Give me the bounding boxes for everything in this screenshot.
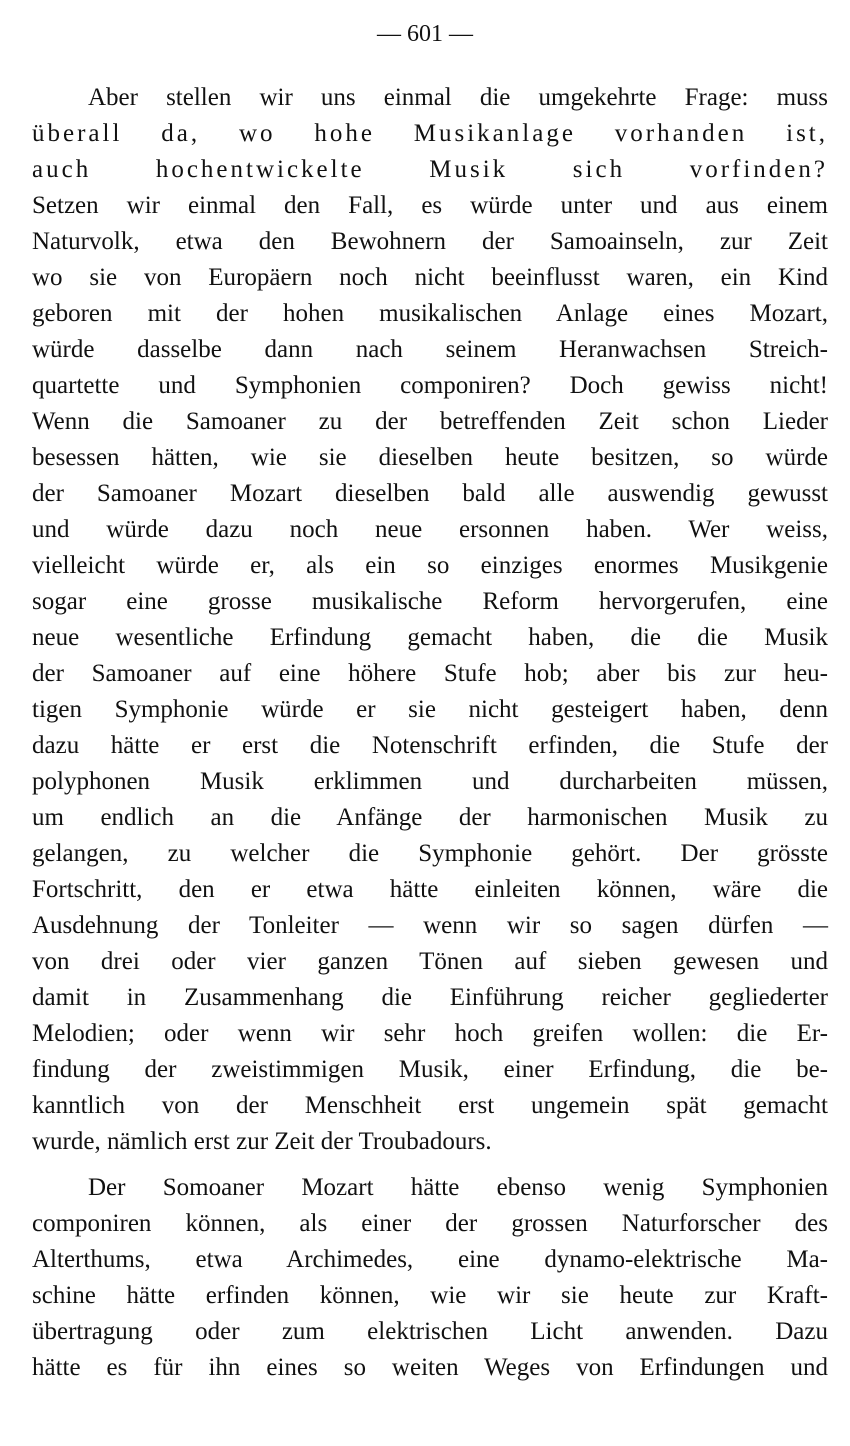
text-line: tigen Symphonie würde er sie nicht gesteigert haben, denn xyxy=(32,696,828,723)
text-line: findung der zweistimmigen Musik, einer Erfindung, die be- xyxy=(32,1056,828,1083)
text-line: Ausdehnung der Tonleiter — wenn wir so sagen dürfen — xyxy=(32,912,828,939)
text-line: Fortschritt, den er etwa hätte einleiten können, wäre die xyxy=(32,876,828,903)
text-line: Aber stellen wir uns einmal die umgekehrte Frage: muss xyxy=(88,84,828,111)
text-line: Setzen wir einmal den Fall, es würde unter und aus einem xyxy=(32,192,828,219)
text-line: componiren können, als einer der grossen Naturforscher des xyxy=(32,1210,828,1237)
text-line: vielleicht würde er, als ein so einziges enormes Musikgenie xyxy=(32,552,828,579)
text-line: überall da, wo hohe Musikanlage vorhanden ist, xyxy=(32,120,828,147)
text-line: Alterthums, etwa Archimedes, eine dynamo-elektrische Ma- xyxy=(32,1246,828,1273)
text-line: dazu hätte er erst die Notenschrift erfinden, die Stufe der xyxy=(32,732,828,759)
text-line: kanntlich von der Menschheit erst ungemein spät gemacht xyxy=(32,1092,828,1119)
page-number: — 601 — xyxy=(377,21,473,47)
text-line: wo sie von Europäern noch nicht beeinflusst waren, ein Kind xyxy=(32,264,828,291)
text-line: würde dasselbe dann nach seinem Heranwachsen Streich- xyxy=(32,336,828,363)
text-line: neue wesentliche Erfindung gemacht haben, die die Musik xyxy=(32,624,828,651)
text-line: Wenn die Samoaner zu der betreffenden Zeit schon Lieder xyxy=(32,408,828,435)
text-line: Melodien; oder wenn wir sehr hoch greifen wollen: die Er- xyxy=(32,1020,828,1047)
text-line: übertragung oder zum elektrischen Licht anwenden. Dazu xyxy=(32,1318,828,1345)
text-line: Naturvolk, etwa den Bewohnern der Samoainseln, zur Zeit xyxy=(32,228,828,255)
text-line: von drei oder vier ganzen Tönen auf sieben gewesen und xyxy=(32,948,828,975)
text-line: Der Somoaner Mozart hätte ebenso wenig Symphonien xyxy=(88,1174,828,1201)
text-line: wurde, nämlich erst zur Zeit der Troubadours. xyxy=(32,1128,492,1155)
text-line: und würde dazu noch neue ersonnen haben. Wer weiss, xyxy=(32,516,828,543)
text-line: sogar eine grosse musikalische Reform hervorgerufen, eine xyxy=(32,588,828,615)
text-line: schine hätte erfinden können, wie wir sie heute zur Kraft- xyxy=(32,1282,828,1309)
text-line: der Samoaner auf eine höhere Stufe hob; aber bis zur heu- xyxy=(32,660,828,687)
text-line: geboren mit der hohen musikalischen Anlage eines Mozart, xyxy=(32,300,828,327)
text-line: quartette und Symphonien componiren? Doch gewiss nicht! xyxy=(32,372,828,399)
text-line: auch hochentwickelte Musik sich vorfinden? xyxy=(32,156,828,183)
text-line: gelangen, zu welcher die Symphonie gehört. Der grösste xyxy=(32,840,828,867)
text-line: um endlich an die Anfänge der harmonischen Musik zu xyxy=(32,804,828,831)
text-line: damit in Zusammenhang die Einführung reicher gegliederter xyxy=(32,984,828,1011)
text-line: hätte es für ihn eines so weiten Weges von Erfindungen und xyxy=(32,1354,828,1381)
text-line: polyphonen Musik erklimmen und durcharbeiten müssen, xyxy=(32,768,828,795)
text-line: der Samoaner Mozart dieselben bald alle auswendig gewusst xyxy=(32,480,828,507)
text-line: besessen hätten, wie sie dieselben heute besitzen, so würde xyxy=(32,444,828,471)
